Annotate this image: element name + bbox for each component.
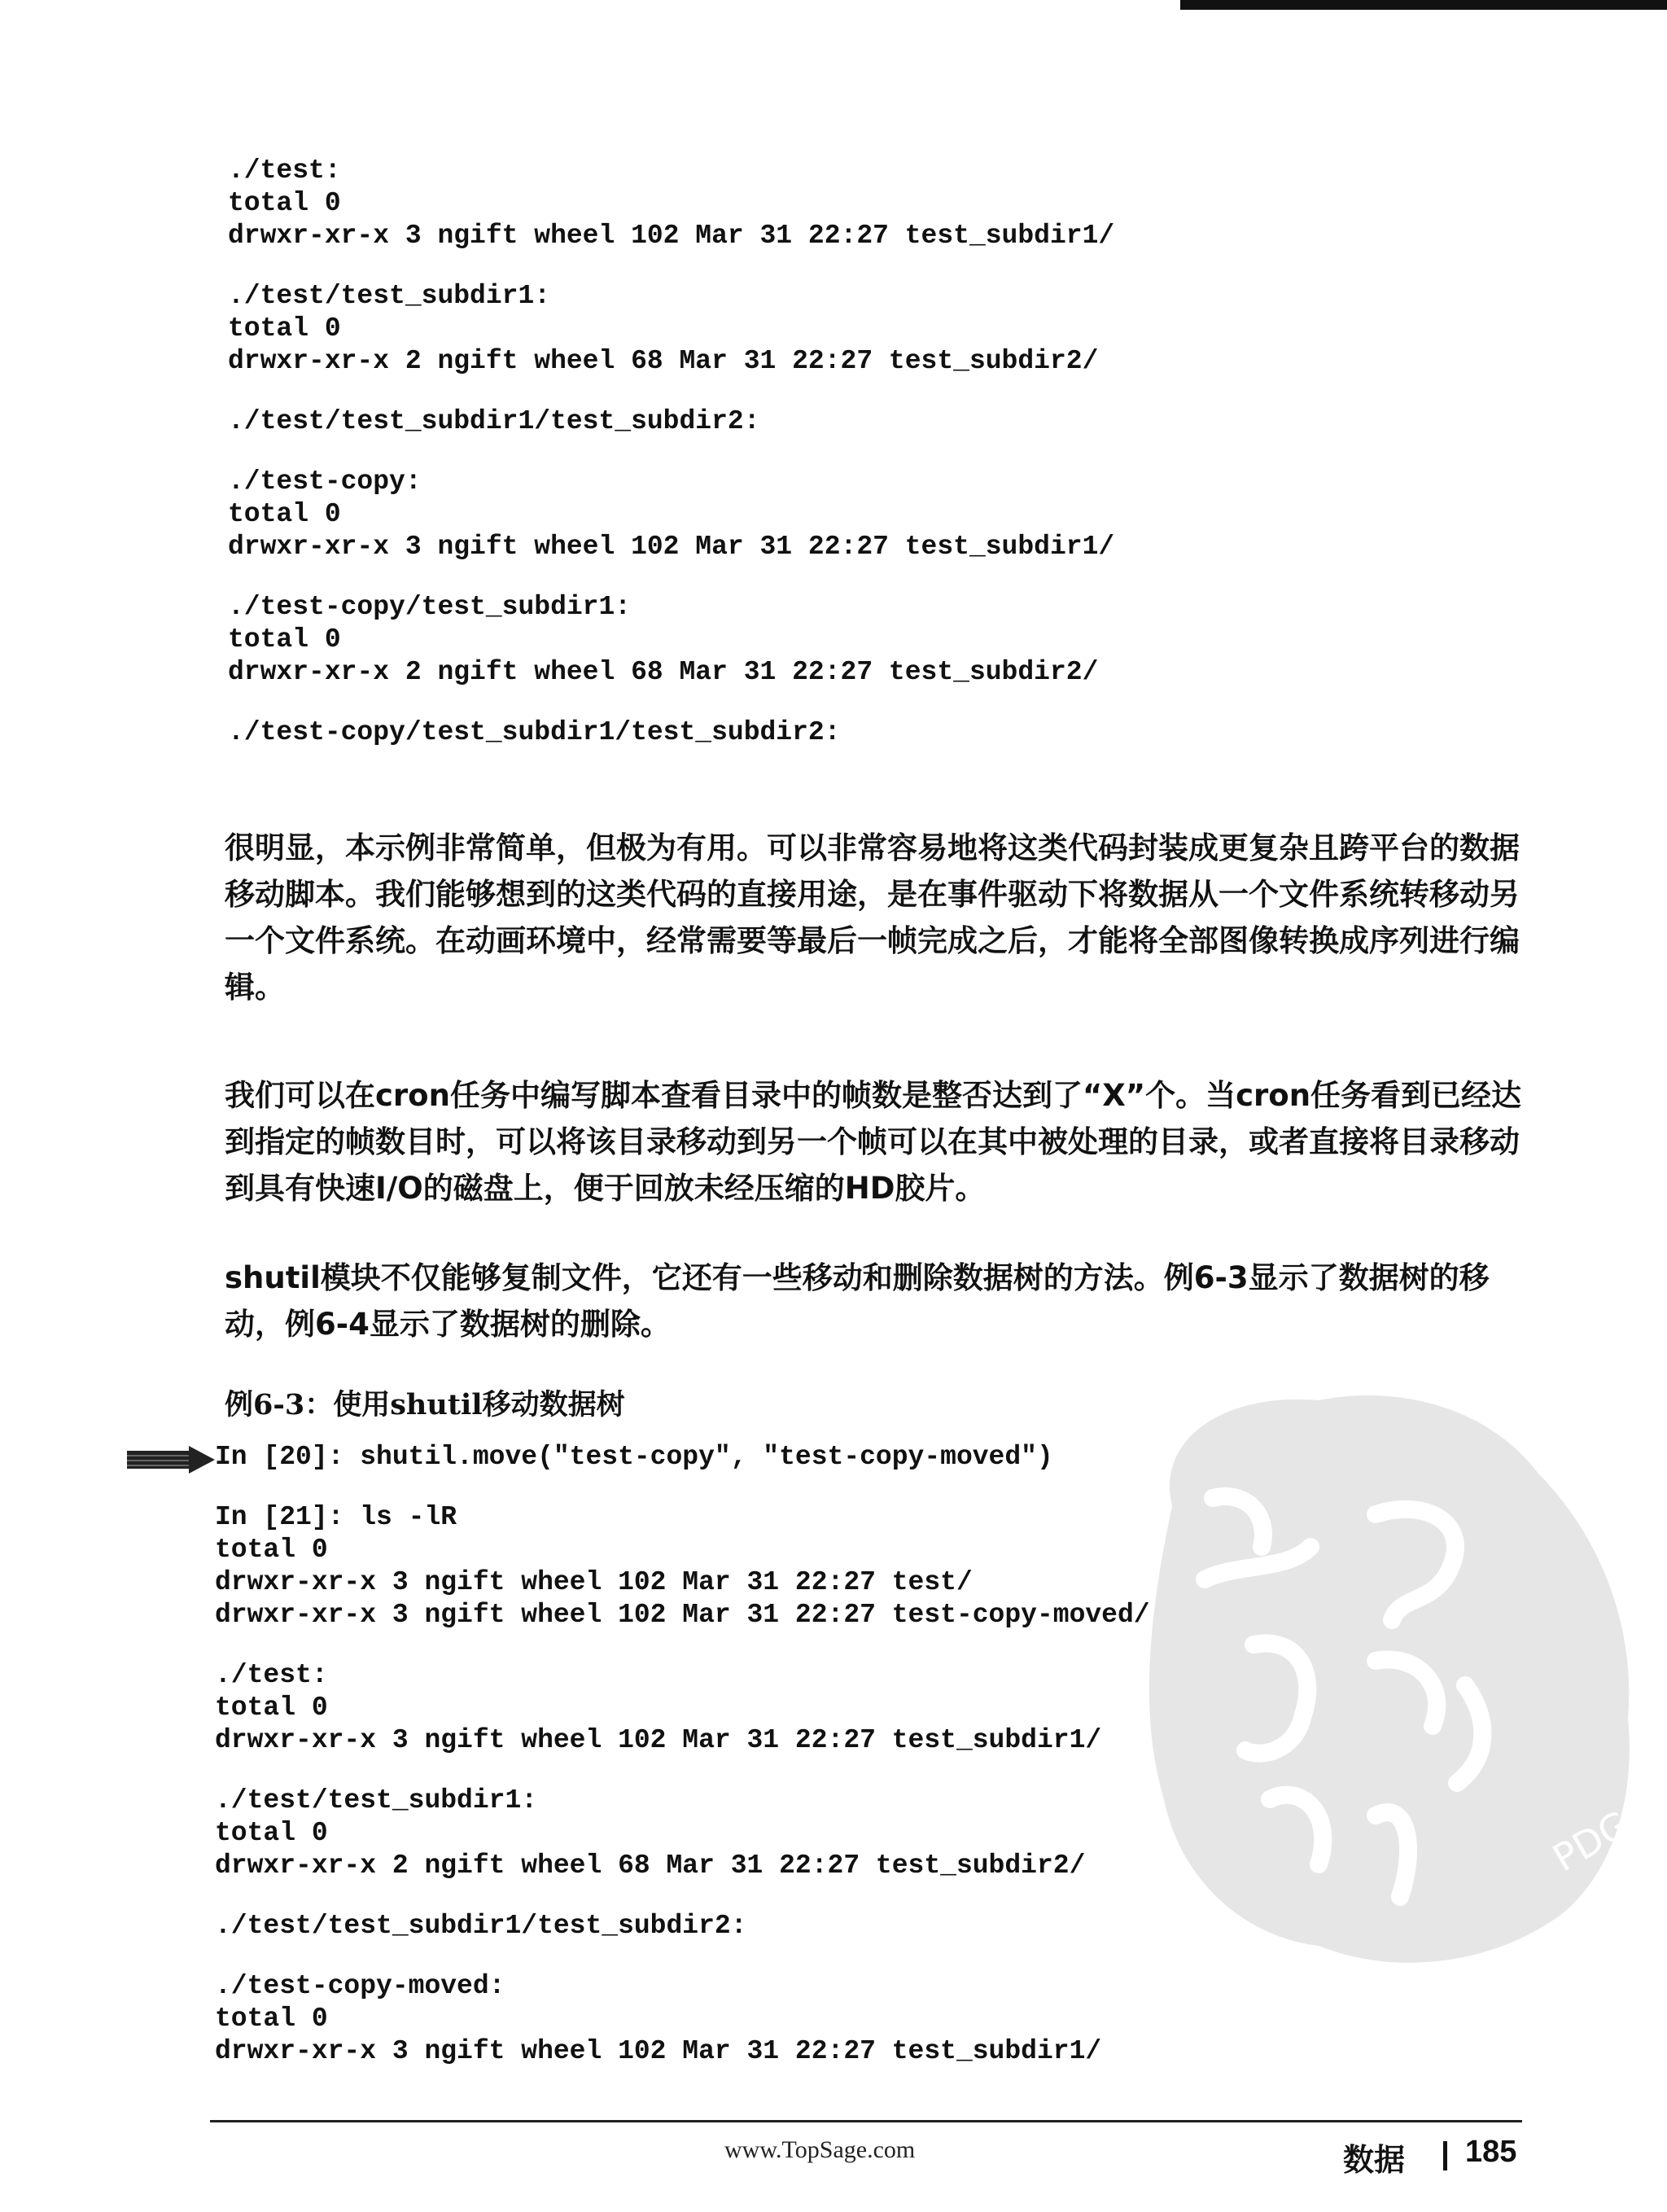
code-line: drwxr-xr-x 3 ngift wheel 102 Mar 31 22:27 test_subdir1/ <box>215 2036 1102 2066</box>
code-line: drwxr-xr-x 3 ngift wheel 102 Mar 31 22:27 test_subdir1/ <box>228 532 1115 562</box>
code-line: total 0 <box>215 2004 328 2034</box>
code-blank-line <box>228 563 1114 591</box>
code-line: ./test/test_subdir1/test_subdir2: <box>228 406 760 436</box>
code-blank-line <box>228 438 1114 466</box>
footer-section-title: 数据 <box>1343 2142 1406 2178</box>
code-line: ./test-copy/test_subdir1: <box>228 592 632 622</box>
code-line: ./test: <box>215 1660 328 1690</box>
code-line: ./test-copy: <box>228 466 422 497</box>
code-line: drwxr-xr-x 3 ngift wheel 102 Mar 31 22:27 test_subdir1/ <box>228 221 1115 251</box>
code-blank-line <box>228 252 1114 280</box>
code-line: ./test-copy-moved: <box>215 1971 505 2001</box>
code-line: ./test: <box>228 155 341 186</box>
code-blank-line <box>215 1757 1150 1785</box>
top-rule <box>1180 0 1667 10</box>
footer-website: www.TopSage.com <box>724 2136 916 2163</box>
code-line: total 0 <box>228 499 341 529</box>
code-line: drwxr-xr-x 2 ngift wheel 68 Mar 31 22:27 test_subdir2/ <box>215 1851 1086 1881</box>
code-line: total 0 <box>215 1693 328 1723</box>
code-line: total 0 <box>228 313 341 344</box>
code-blank-line <box>228 689 1114 716</box>
watermark-pdg-text: PDG <box>1545 1802 1638 1881</box>
footer-rule <box>210 2120 1522 2122</box>
code-line: total 0 <box>228 624 341 655</box>
code-block-ls-output <box>228 155 1114 749</box>
paragraph-1: 很明显，本示例非常简单，但极为有用。可以非常容易地将这类代码封装成更复杂且跨平台的数据移动脚本。我们能够想到的这类代码的直接用途，是在事件驱动下将数据从一个文件系统转移动另一个文件系统。在动画环境中，经常需要等最后一帧完成之后，才能将全部图像转换成序列进行编辑。 <box>225 830 1520 1005</box>
code-line: total 0 <box>228 188 341 218</box>
code-line: ./test/test_subdir1/test_subdir2: <box>215 1911 747 1941</box>
paragraph-2: 我们可以在cron任务中编写脚本查看目录中的帧数是整否达到了“X”个。当cron任务看到已经达到指定的帧数目时，可以将该目录移动到另一个帧可以在其中被处理的目录，或者直接将目录移动到具有快速I/O的磁盘上，便于回放未经压缩的HD胶片。 <box>225 1078 1522 1206</box>
footer-separator <box>1443 2141 1447 2170</box>
code-blank-line <box>215 1632 1150 1659</box>
code-block-shutil-move <box>215 1441 1150 2068</box>
example-caption: 例6-3：使用shutil移动数据树 <box>225 1388 625 1421</box>
code-line: In [20]: shutil.move("test-copy", "test-copy-moved") <box>215 1442 1053 1472</box>
seal-watermark-icon <box>1107 1376 1644 1978</box>
code-line: ./test-copy/test_subdir1/test_subdir2: <box>228 717 841 747</box>
page-number: 185 <box>1465 2135 1517 2169</box>
code-line: drwxr-xr-x 3 ngift wheel 102 Mar 31 22:27 test/ <box>215 1567 973 1597</box>
code-line: drwxr-xr-x 3 ngift wheel 102 Mar 31 22:27 test-copy-moved/ <box>215 1600 1150 1630</box>
code-line: ./test/test_subdir1: <box>228 281 551 311</box>
code-blank-line <box>228 378 1114 405</box>
paragraph-3: shutil模块不仅能够复制文件，它还有一些移动和删除数据树的方法。例6-3显示了数据树的移动，例6-4显示了数据树的删除。 <box>225 1260 1490 1342</box>
code-line: total 0 <box>215 1818 328 1848</box>
arrow-marker-icon <box>127 1446 217 1474</box>
code-line: drwxr-xr-x 2 ngift wheel 68 Mar 31 22:27 test_subdir2/ <box>228 657 1099 687</box>
code-blank-line <box>215 1882 1150 1910</box>
code-blank-line <box>215 1943 1150 1970</box>
code-line: total 0 <box>215 1535 328 1565</box>
code-line: drwxr-xr-x 2 ngift wheel 68 Mar 31 22:27 test_subdir2/ <box>228 346 1099 376</box>
code-blank-line <box>215 1474 1150 1501</box>
code-line: ./test/test_subdir1: <box>215 1785 538 1816</box>
code-line: drwxr-xr-x 3 ngift wheel 102 Mar 31 22:27 test_subdir1/ <box>215 1725 1102 1755</box>
code-line: In [21]: ls -lR <box>215 1502 457 1532</box>
